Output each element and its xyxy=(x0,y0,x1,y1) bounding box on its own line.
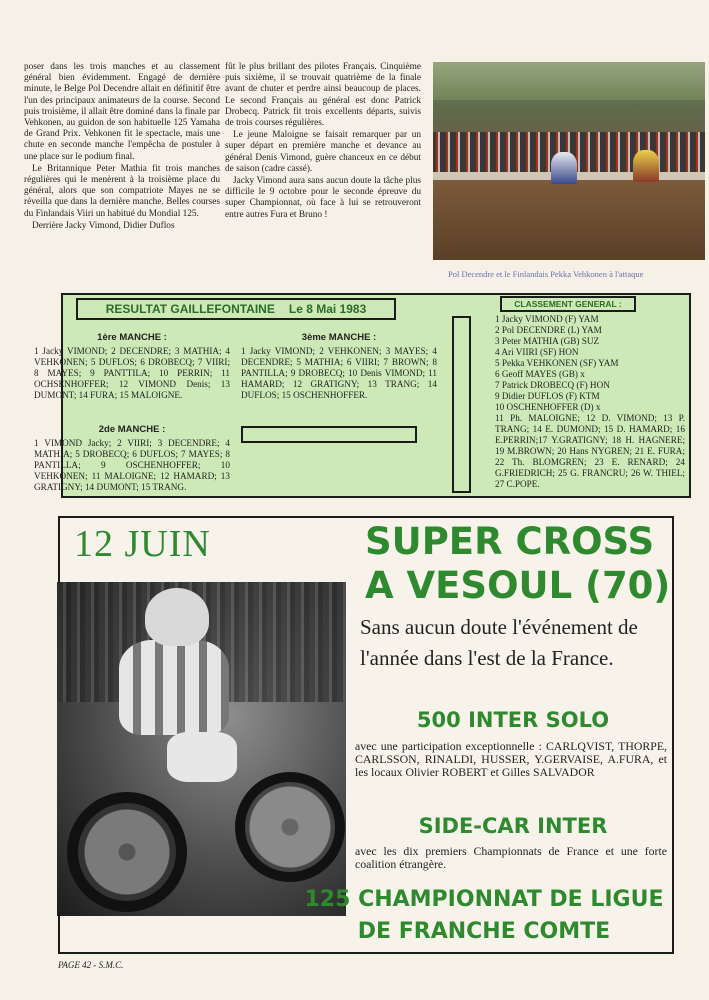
classement-list xyxy=(495,314,685,490)
championnat-title: 125 CHAMPIONNAT DE LIGUE DE FRANCHE COMTE xyxy=(304,887,664,944)
manche-1 xyxy=(34,332,230,401)
page-footer: PAGE 42 - S.M.C. xyxy=(58,960,124,970)
empty-box-vertical xyxy=(452,316,471,493)
photo-caption: Pol Decendre et le Finlandais Pekka Vehkonen à l'attaque xyxy=(448,269,644,279)
ad-intro: Sans aucun doute l'événement de l'année dans l'est de la France. xyxy=(360,615,638,670)
manche-3-results: 1 Jacky VIMOND; 2 VEHKONEN; 3 MAYES; 4 DECENDRE; 5 MATHIA; 6 VIIRI; 7 BROWN; 8 PANTILLA; 9 DROBECQ; 10 Denis VIMOND; 11 HAMARD; 12 GRATIGNY; 13 TRANG; 14 DUFLOS; 15 OSCHENHOFFER. xyxy=(241,346,437,400)
manche-3 xyxy=(241,332,437,401)
classement-title: CLASSEMENT GENERAL : xyxy=(500,296,636,312)
manche-2 xyxy=(34,424,230,493)
solo-text: avec une participation exceptionnelle : CARLQVIST, THORPE, CARLSSON, RINALDI, HUSSER, Y.GERVAISE, A.FURA, et les locaux Olivier ROBERT et Gilles SALVADOR xyxy=(355,739,667,779)
paragraph: Jacky Vimond aura sans aucun doute la tâche plus difficile le 9 octobre pour le seconde épreuve du super Championnat, où face à lui se retrouveront entre autres Fura et Bruno ! xyxy=(225,176,421,220)
classement-row: 9 Didier DUFLOS (F) KTM xyxy=(495,391,600,401)
results-title-text: RESULTAT GAILLEFONTAINE xyxy=(105,302,275,316)
results-date: Le 8 Mai 1983 xyxy=(288,302,367,316)
ad-title xyxy=(365,520,670,608)
manche-1-title: 1ère MANCHE : xyxy=(97,332,167,343)
classement-row: 7 Patrick DROBECQ (F) HON xyxy=(495,380,610,390)
article-column-1 xyxy=(24,62,220,233)
paragraph: Le Britannique Peter Mathia fit trois manches régulières qui le menèrent à la troisième place du général, alors que son compatriote Mayes ne se réveilla que dans la dernière manche. Belles courses du Finlandais Viiri un habitué du Mondial 125. xyxy=(24,163,220,219)
manche-2-results: 1 VIMOND Jacky; 2 VIIRI; 3 DECENDRE; 4 MATHIA; 5 DROBECQ; 6 DUFLOS; 7 MAYES; 8 PANTILLA; 9 OSCHENHOFFER; 10 VEHKONEN; 11 MALOIGNE; 12 HAMARD; 13 GRATIGNY; 14 DUMONT; 15 TRANG. xyxy=(34,438,230,492)
classement-row: 6 Geoff MAYES (GB) x xyxy=(495,369,585,379)
rider-photo xyxy=(57,582,346,916)
article-column-2 xyxy=(225,62,421,222)
paragraph: Le jeune Maloigne se faisait remarquer par un super départ en première manche et devance au général Denis Vimond, guère chanceux en ce début de saison (cadre cassé). xyxy=(225,130,421,174)
paragraph: Derrière Jacky Vimond, Didier Duflos xyxy=(32,220,175,231)
classement-row: 4 Ari VIIRI (SF) HON xyxy=(495,347,579,357)
ad-title-line-2: A VESOUL (70) xyxy=(365,564,671,607)
solo-title: 500 INTER SOLO xyxy=(416,708,610,732)
results-title xyxy=(76,298,396,320)
sidecar-title: SIDE-CAR INTER xyxy=(418,814,608,838)
manche-3-title: 3ème MANCHE : xyxy=(301,332,377,343)
manche-2-title: 2de MANCHE : xyxy=(98,424,166,435)
classement-rest: 11 Ph. MALOIGNE; 12 D. VIMOND; 13 P. TRANG; 14 E. DUMOND; 15 D. HAMARD; 16 E.PERRIN;17 Y.GRATIGNY; 18 H. HAGNERE; 19 M.BROWN; 20 Hans NYGREN; 21 E. FURA; 22 Th. BLOMGREN; 23 E. RENARD; 24 G.FRIEDRICH; 25 G. FRANCRU; 26 W. THIEL; 27 C.POPE. xyxy=(495,413,685,489)
ad-date: 12 JUIN xyxy=(74,523,211,565)
classement-row: 5 Pekka VEHKONEN (SF) YAM xyxy=(495,358,619,368)
ad-title-line-1: SUPER CROSS xyxy=(365,520,655,563)
sidecar-text: avec les dix premiers Championnats de France et une forte coalition étrangère. xyxy=(355,844,667,871)
classement-row: 3 Peter MATHIA (GB) SUZ xyxy=(495,336,600,346)
classement-row: 2 Pol DECENDRE (L) YAM xyxy=(495,325,602,335)
empty-box xyxy=(241,426,417,443)
classement-row: 1 Jacky VIMOND (F) YAM xyxy=(495,314,599,324)
race-photo xyxy=(433,62,705,260)
paragraph: fût le plus brillant des pilotes Français. Cinquième puis sixième, il se trouvait quatrième de la finale avant de chuter et perdre ainsi beaucoup de places. Le second Français au général est donc Patrick Drobecq. Patrick fit trois excellents départs, suivis de trois courses régulières. xyxy=(225,62,421,129)
paragraph: poser dans les trois manches et au classement général bien évidemment. Engagé de dernière minute, le Belge Pol Decendre allait en définitif être l'un des principaux animateurs de la course. Second puis troisième, il allait être dominé dans la finale par Vehkonen, au guidon de son habituelle 125 Yamaha de Grand Prix. Vehkonen fit le spectacle, mais une chute en seconde manche l'empêcha de postuler à une place sur le podium final. xyxy=(24,62,220,162)
manche-1-results: 1 Jacky VIMOND; 2 DECENDRE; 3 MATHIA; 4 VEHKONEN; 5 DUFLOS; 6 DROBECQ; 7 VIIRI; 8 MAYES; 9 PANTTILA; 10 PERRIN; 11 OCHSENHOFFER; 12 VIMOND Denis; 13 DUMONT; 14 FURA; 15 MALOIGNE. xyxy=(34,346,230,400)
classement-row: 10 OSCHENHOFFER (D) x xyxy=(495,402,601,412)
